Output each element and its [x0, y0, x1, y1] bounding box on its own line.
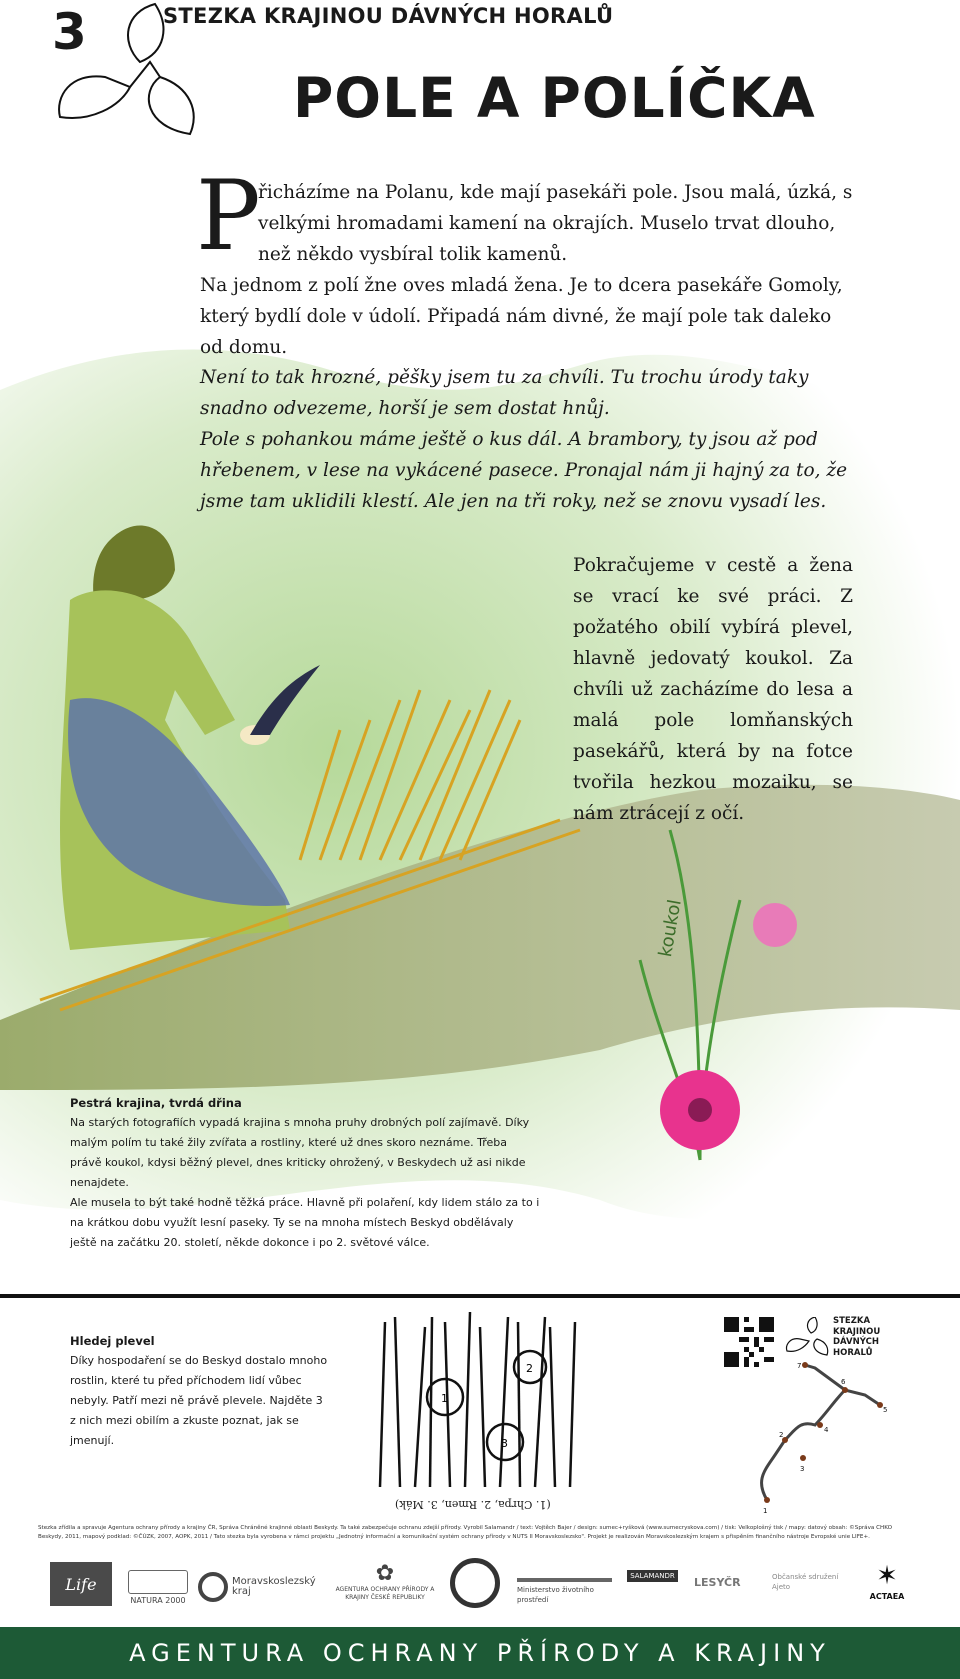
logo-aopk: ✿ AGENTURA OCHRANY PŘÍRODY A KRAJINY ČESKÉ REPUBLIKY — [335, 1561, 435, 1601]
puzzle-number-2: 2 — [526, 1362, 533, 1375]
logo-actaea: ✶ ACTAEA — [869, 1561, 905, 1601]
trail-map — [745, 1360, 895, 1520]
logo-msk: Moravskoslezský kraj — [198, 1572, 308, 1602]
quote-paragraph-1: Není to tak hrozné, pěšky jsem tu za chvíli. Tu trochu úrody taky snadno odvezeme, horší je sem dostat hnůj. — [200, 367, 809, 419]
info-box-text-1: Na starých fotografiích vypadá krajina s mnoha pruhy drobných polí zajímavě. Díky malým polím tu také žily zvířata a rostliny, které už dnes skoro neznáme. Třeba právě koukol, kdysi běžný plevel, dnes kriticky ohrožený, v Beskydech už asi nikde nenajdete. — [70, 1116, 530, 1189]
flower-label: koukol — [655, 897, 686, 959]
map-stop-2: 2 — [779, 1431, 784, 1439]
puzzle-number-1: 1 — [441, 1392, 448, 1405]
footer-text: AGENTURA OCHRANY PŘÍRODY A KRAJINY — [129, 1639, 831, 1667]
divider — [0, 1294, 960, 1298]
trail-title: STEZKA KRAJINOU DÁVNÝCH HORALŮ — [163, 4, 614, 28]
map-stop-7: 7 — [797, 1362, 802, 1370]
intro-paragraph-2: Na jednom z polí žne oves mladá žena. Je to dcera pasekáře Gomoly, který bydlí dole v údolí. Připadá nám divné, že mají pole tak daleko od domu. — [200, 275, 843, 358]
logo-salamandr: SALAMANDR — [625, 1560, 680, 1608]
info-box-weeds — [70, 1331, 330, 1451]
continuation-paragraph: Pokračujeme v cestě a žena se vrací ke své práci. Z požatého obilí vybírá plevel, hlavně jedovatý koukol. Za chvíli už zacházíme do lesa a malá pole lomňanských pasekářů, která by na fotce tvořila hezkou mozaiku, se nám ztrácejí z očí. — [573, 555, 853, 824]
map-stop-3: 3 — [800, 1465, 805, 1473]
quote-block — [200, 362, 860, 517]
stop-number: 3 — [52, 3, 87, 61]
map-stop-1: 1 — [763, 1507, 768, 1515]
info-box-title: Pestrá krajina, tvrdá dřina — [70, 1096, 242, 1110]
weeds-title: Hledej plevel — [70, 1334, 155, 1348]
page-title: POLE A POLÍČKA — [293, 66, 816, 130]
map-title: STEZKA KRAJINOU DÁVNÝCH HORALŮ — [833, 1316, 881, 1358]
logo-mzp: Ministerstvo životního prostředí — [517, 1578, 612, 1605]
weed-puzzle-drawing — [370, 1312, 580, 1492]
logo-lesy: LESYČR — [694, 1576, 741, 1589]
credits-text: Stezka zřídila a spravuje Agentura ochrany přírody a krajiny ČR, Správa Chráněné krajinné oblasti Beskydy. Ta také zabezpečuje ochranu zdejší přírody. Vyrobil Salamandr / text: Vojtěch Bajer / design: sumec+ryšková (www.sumecryskova.com) / tisk: Velkoplošný tisk / mapy: datový obsah: ©Správa CHKO Beskydy, 2011, mapový podklad: ©ČÚZK, 2007, AOPK, 2011 / Tato stezka byla vyrobena v rámci projektu „Jednotný informační a komunikační systém ochrany přírody v NUTS II Moravskoslezsko". Projekt je realizován Moravskoslezským krajem s přispěním finančního nástroje Evropské unie LIFE+. — [38, 1525, 892, 1540]
logo-natura: NATURA 2000 — [128, 1570, 188, 1606]
intro-paragraph-1: řicházíme na Polanu, kde mají pasekáři pole. Jsou malá, úzká, s velkými hromadami kamení na okrajích. Muselo trvat dlouho, než někdo vysbíral tolik kamenů. — [258, 182, 853, 265]
info-box-landscape — [70, 1093, 540, 1253]
map-stop-4: 4 — [824, 1426, 829, 1434]
drop-cap: P — [196, 160, 261, 272]
puzzle-answer: (1. Chrpa, 2. Rmen, 3. Mák) — [395, 1498, 551, 1511]
map-stop-5: 5 — [883, 1406, 888, 1414]
logo-beskydy-seal — [450, 1558, 500, 1608]
puzzle-number-3: 3 — [501, 1437, 508, 1450]
map-stop-6: 6 — [841, 1378, 846, 1386]
footer-bar — [0, 1627, 960, 1679]
leaf-logo-icon — [785, 1317, 830, 1357]
quote-paragraph-2: Pole s pohankou máme ještě o kus dál. A brambory, ty jsou až pod hřebenem, v lese na vykácené pasece. Pronajal nám ji hajný za to, že jsme tam uklidili klestí. Ale jen na tři roky, než se znovu vysadí les. — [200, 429, 848, 512]
logo-sdruzeni: Občanské sdružení Ajeto — [772, 1573, 839, 1591]
weeds-text: Díky hospodaření se do Beskyd dostalo mnoho rostlin, které tu před příchodem lidí vůbec nebyly. Patří mezi ně právě plevele. Najděte 3 z nich mezi obilím a zkuste poznat, jak se jmenují. — [70, 1354, 328, 1447]
logo-life: Life — [50, 1562, 112, 1606]
info-box-text-2: Ale musela to být také hodně těžká práce. Hlavně při polaření, kdy lidem stálo za to i na krátkou dobu využít lesní paseky. Ty se na mnoha místech Beskyd obdělávaly ještě na začátku 20. století, někde dokonce i po 2. světové válce. — [70, 1196, 540, 1249]
